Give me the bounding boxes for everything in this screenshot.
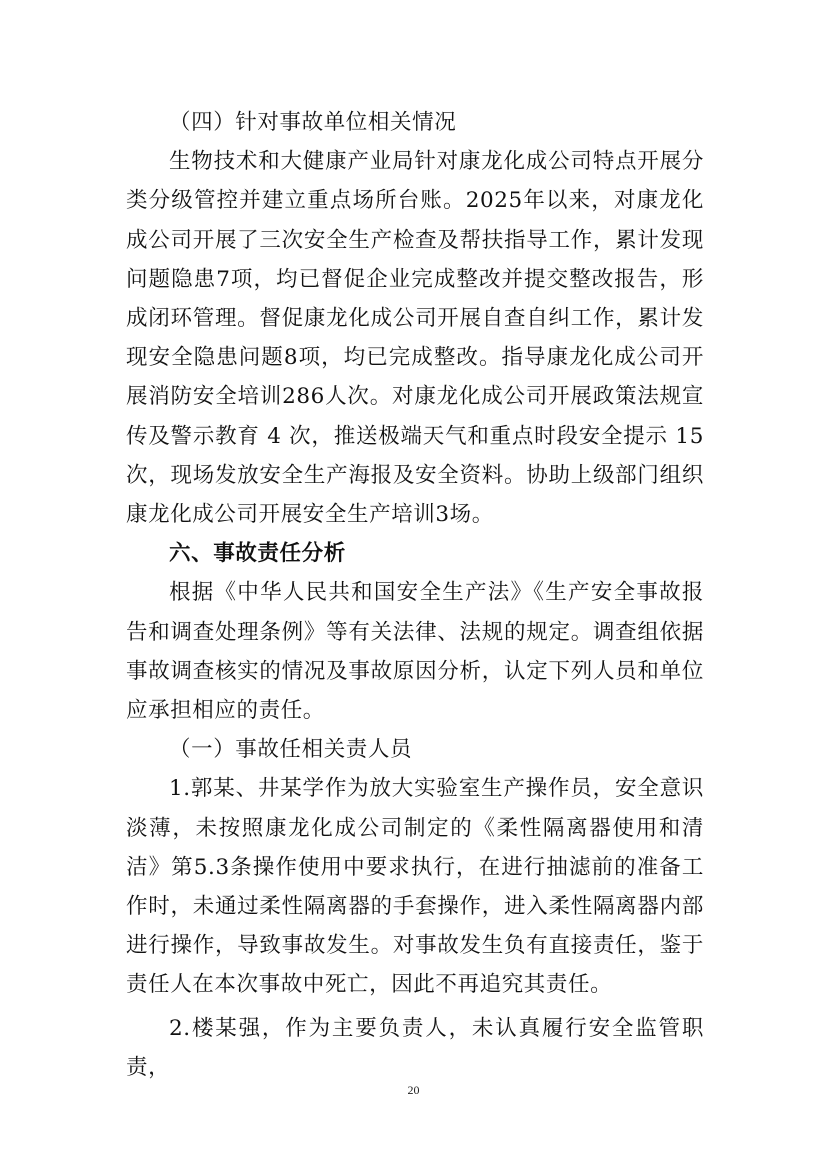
section-six-heading: 六、事故责任分析	[169, 541, 346, 567]
section-four-paragraph: 生物技术和大健康产业局针对康龙化成公司特点开展分类分级管控并建立重点场所台账。2025年以来，对康龙化成公司开展了三次安全生产检查及帮扶指导工作，累计发现问题隐患7项，均已督促企业完成整改并提交整改报告，形成闭环管理。督促康龙化成公司开展自查自纠工作，累计发现安全隐患问题8项，均已完成整改。指导康龙化成公司开展消防安全培训286人次。对康龙化成公司开展政策法规宣传及警示教育 4 次，推送极端天气和重点时段安全提示 15次，现场发放安全生产海报及安全资料。协助上级部门组织康龙化成公司开展安全生产培训3场。	[126, 149, 704, 528]
section-four-heading: （四）针对事故单位相关情况	[169, 110, 457, 135]
document-body	[126, 103, 704, 1087]
section-six-paragraph: 根据《中华人民共和国安全生产法》《生产安全事故报告和调查处理条例》等有关法律、法规的规定。调查组依据事故调查核实的情况及事故原因分析，认定下列人员和单位应承担相应的责任。	[126, 580, 704, 724]
item-two-paragraph: 2.楼某强，作为主要负责人，未认真履行安全监管职责，	[126, 1015, 704, 1080]
subsection-one-heading: （一）事故任相关责人员	[169, 737, 413, 763]
item-one-paragraph: 1.郭某、井某学作为放大实验室生产操作员，安全意识淡薄，未按照康龙化成公司制定的《柔性隔离器使用和清洁》第5.3条操作使用中要求执行，在进行抽滤前的准备工作时，未通过柔性隔离器的手套操作，进入柔性隔离器内部进行操作，导致事故发生。对事故发生负有直接责任，鉴于责任人在本次事故中死亡，因此不再追究其责任。	[126, 776, 704, 998]
page-number: 20	[407, 1083, 420, 1097]
